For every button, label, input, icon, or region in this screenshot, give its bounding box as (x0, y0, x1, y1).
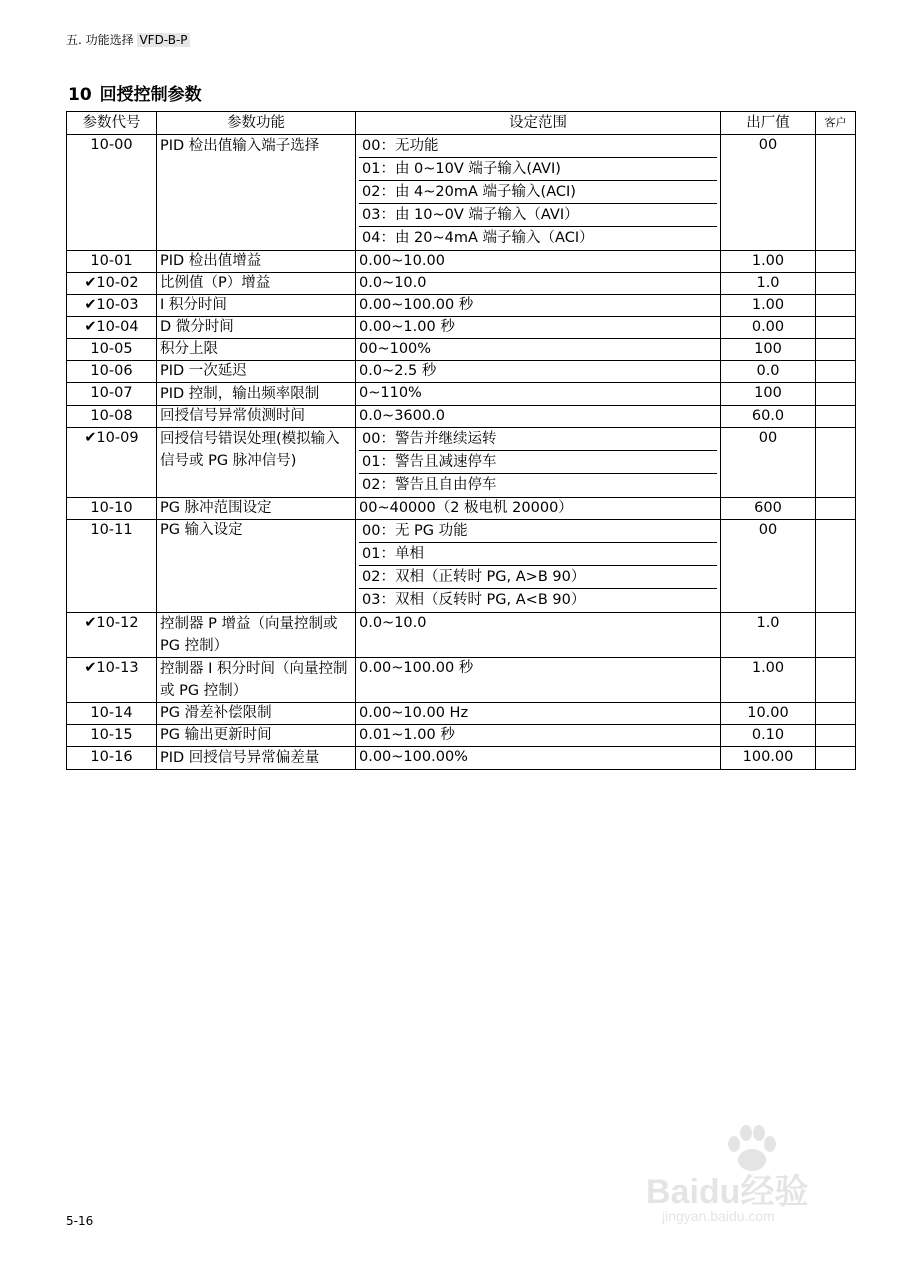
param-default: 60.0 (721, 406, 816, 428)
param-range: 0.0~10.0 (356, 613, 721, 658)
param-client (816, 703, 856, 725)
param-default: 00 (721, 428, 816, 498)
param-code (67, 703, 157, 725)
param-code-text: 10-04 (96, 319, 139, 335)
table-row (67, 658, 856, 703)
param-default: 0.10 (721, 725, 816, 747)
param-range: 00~100% (356, 339, 721, 361)
param-code (67, 383, 157, 406)
section-title-text: 回授控制参数 (99, 85, 202, 105)
param-function: PID 回授信号异常偏差量 (157, 747, 356, 770)
param-client (816, 273, 856, 295)
param-code (67, 295, 157, 317)
table-row (67, 406, 856, 428)
param-function: PID 检出值增益 (157, 251, 356, 273)
param-function: PID 检出值输入端子选择 (157, 135, 356, 251)
param-range: 0.0~10.0 (356, 273, 721, 295)
param-code (67, 251, 157, 273)
header-model: VFD-B-P (139, 33, 188, 47)
param-default: 0.0 (721, 361, 816, 383)
param-code-text: 10-10 (90, 500, 133, 516)
header-range: 设定范围 (356, 112, 721, 135)
range-option: 01：警告且减速停车 (359, 451, 717, 474)
param-function: 控制器 P 增益（向量控制或 PG 控制） (157, 613, 356, 658)
param-function: 控制器 I 积分时间（向量控制或 PG 控制） (157, 658, 356, 703)
param-code (67, 135, 157, 251)
param-client (816, 135, 856, 251)
param-default: 10.00 (721, 703, 816, 725)
param-client (816, 406, 856, 428)
watermark-brand: Baidu经验 (646, 1173, 809, 1211)
param-code-text: 10-07 (90, 385, 133, 401)
editable-while-running-mark: ✔ (84, 660, 97, 676)
param-code-text: 10-12 (96, 615, 139, 631)
param-client (816, 520, 856, 613)
table-body (67, 135, 856, 770)
param-default: 0.00 (721, 317, 816, 339)
param-range: 0.0~3600.0 (356, 406, 721, 428)
param-code (67, 520, 157, 613)
parameter-table (66, 111, 856, 770)
param-function: 回授信号错误处理(模拟输入信号或 PG 脉冲信号) (157, 428, 356, 498)
param-function: PID 控制，输出频率限制 (157, 383, 356, 406)
param-code (67, 428, 157, 498)
param-code-text: 10-03 (96, 297, 139, 313)
table-row (67, 703, 856, 725)
param-default: 600 (721, 498, 816, 520)
param-default: 100 (721, 339, 816, 361)
param-function: PID 一次延迟 (157, 361, 356, 383)
param-client (816, 613, 856, 658)
header-prefix: 五. 功能选择 (66, 33, 138, 47)
param-default: 1.00 (721, 295, 816, 317)
table-row (67, 725, 856, 747)
param-code (67, 317, 157, 339)
param-code-text: 10-05 (90, 341, 133, 357)
param-function: PG 输入设定 (157, 520, 356, 613)
param-code-text: 10-08 (90, 408, 133, 424)
param-range: 00~40000（2 极电机 20000） (356, 498, 721, 520)
param-range: 0.00~100.00 秒 (356, 658, 721, 703)
baidu-watermark (640, 1120, 850, 1230)
page-number: 5-16 (66, 1214, 94, 1228)
param-code (67, 361, 157, 383)
param-client (816, 339, 856, 361)
param-code (67, 339, 157, 361)
range-option: 04：由 20~4mA 端子输入（ACI） (362, 230, 594, 246)
param-range: 0.01~1.00 秒 (356, 725, 721, 747)
param-range: 0.0~2.5 秒 (356, 361, 721, 383)
param-code-text: 10-02 (96, 275, 139, 291)
param-code-text: 10-09 (96, 430, 139, 446)
param-range: 0.00~1.00 秒 (356, 317, 721, 339)
editable-while-running-mark: ✔ (84, 319, 97, 335)
param-code-text: 10-11 (90, 522, 133, 538)
param-function: 比例值（P）增益 (157, 273, 356, 295)
param-function: PG 滑差补偿限制 (157, 703, 356, 725)
param-range: 0.00~10.00 Hz (356, 703, 721, 725)
param-range: 0.00~100.00% (356, 747, 721, 770)
param-range (356, 428, 721, 498)
param-client (816, 295, 856, 317)
param-range (356, 135, 721, 251)
param-default: 00 (721, 520, 816, 613)
param-code (67, 406, 157, 428)
param-function: I 积分时间 (157, 295, 356, 317)
param-code (67, 658, 157, 703)
param-default: 1.00 (721, 251, 816, 273)
param-default: 1.0 (721, 273, 816, 295)
range-option: 03：双相（反转时 PG, A<B 90） (362, 592, 586, 608)
editable-while-running-mark: ✔ (84, 275, 97, 291)
param-default: 100.00 (721, 747, 816, 770)
param-code-text: 10-00 (90, 137, 133, 153)
param-range: 0~110% (356, 383, 721, 406)
range-option: 01：单相 (359, 543, 717, 566)
param-client (816, 747, 856, 770)
param-function: PG 输出更新时间 (157, 725, 356, 747)
param-client (816, 498, 856, 520)
param-client (816, 383, 856, 406)
range-option: 00：无 PG 功能 (359, 520, 717, 543)
table-row (67, 251, 856, 273)
param-code-text: 10-06 (90, 363, 133, 379)
param-code (67, 725, 157, 747)
editable-while-running-mark: ✔ (84, 615, 97, 631)
page-header (66, 31, 190, 48)
range-option: 03：由 10~0V 端子输入（AVI） (359, 204, 717, 227)
table-row (67, 295, 856, 317)
param-code (67, 273, 157, 295)
param-code (67, 747, 157, 770)
editable-while-running-mark: ✔ (84, 297, 97, 313)
param-client (816, 658, 856, 703)
table-row (67, 317, 856, 339)
param-default: 100 (721, 383, 816, 406)
table-row (67, 747, 856, 770)
range-option: 00：无功能 (359, 135, 717, 158)
param-default: 1.00 (721, 658, 816, 703)
param-client (816, 428, 856, 498)
table-row (67, 383, 856, 406)
param-client (816, 361, 856, 383)
table-row (67, 428, 856, 498)
param-code-text: 10-15 (90, 727, 133, 743)
param-range (356, 520, 721, 613)
table-row (67, 361, 856, 383)
param-code (67, 498, 157, 520)
header-code: 参数代号 (67, 112, 157, 135)
param-range: 0.00~10.00 (356, 251, 721, 273)
param-client (816, 251, 856, 273)
param-code-text: 10-16 (90, 749, 133, 765)
param-default: 1.0 (721, 613, 816, 658)
param-client (816, 317, 856, 339)
param-client (816, 725, 856, 747)
table-header-row (67, 112, 856, 135)
param-function: 回授信号异常侦测时间 (157, 406, 356, 428)
table-row (67, 613, 856, 658)
param-function: 积分上限 (157, 339, 356, 361)
table-row (67, 273, 856, 295)
param-range: 0.00~100.00 秒 (356, 295, 721, 317)
range-option: 02：双相（正转时 PG, A>B 90） (359, 566, 717, 589)
section-number: 10 (68, 85, 92, 105)
param-function: D 微分时间 (157, 317, 356, 339)
range-option: 00：警告并继续运转 (359, 428, 717, 451)
param-code-text: 10-13 (96, 660, 139, 676)
header-client: 客户 (816, 112, 856, 135)
editable-while-running-mark: ✔ (84, 430, 97, 446)
range-option: 02：警告且自由停车 (362, 477, 497, 493)
param-code-text: 10-01 (90, 253, 133, 269)
param-default: 00 (721, 135, 816, 251)
section-title (68, 80, 202, 105)
param-function: PG 脉冲范围设定 (157, 498, 356, 520)
range-option: 01：由 0~10V 端子输入(AVI) (359, 158, 717, 181)
param-code (67, 613, 157, 658)
table-row (67, 498, 856, 520)
range-option: 02：由 4~20mA 端子输入(ACI) (359, 181, 717, 204)
table-row (67, 520, 856, 613)
header-function: 参数功能 (157, 112, 356, 135)
watermark-url: jingyan.baidu.com (662, 1208, 775, 1224)
table-row (67, 339, 856, 361)
param-code-text: 10-14 (90, 705, 133, 721)
table-row (67, 135, 856, 251)
header-default: 出厂值 (721, 112, 816, 135)
